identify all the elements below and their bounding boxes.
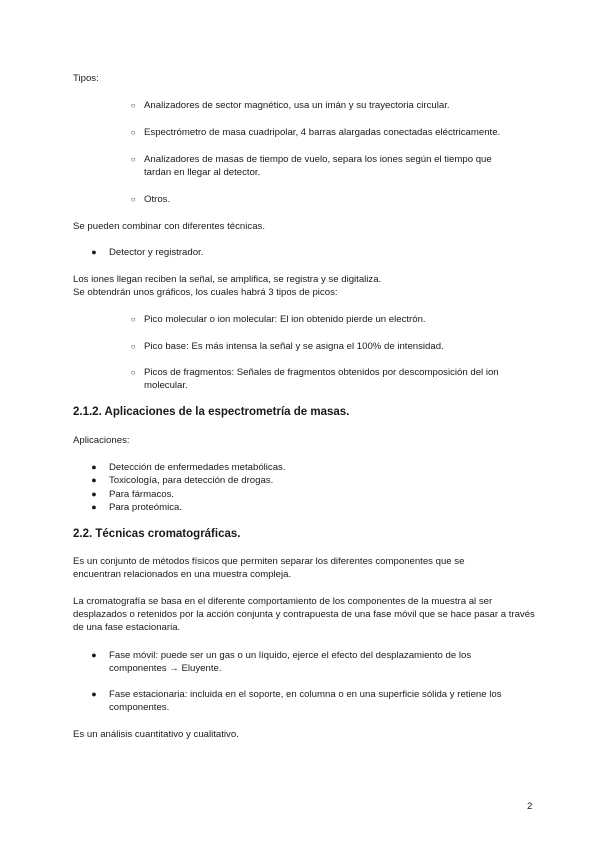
section-heading-2-2: 2.2. Técnicas cromatográficas. <box>73 528 241 540</box>
list-item <box>89 474 530 487</box>
solid-bullet-icon: ● <box>91 650 97 660</box>
hollow-bullet-icon: ○ <box>130 368 136 377</box>
hollow-bullet-icon: ○ <box>130 195 136 204</box>
tipos-label: Tipos: <box>73 73 99 84</box>
tipo-text: Otros. <box>144 194 171 205</box>
detector-text: Detector y registrador. <box>109 247 204 258</box>
list-item <box>89 488 530 501</box>
paragraph-conjunto: Es un conjunto de métodos físicos que permiten separar los diferentes componentes que se encuentran relacionados en una muestra compleja. <box>73 556 465 580</box>
paragraph-cromatografia: La cromatografía se basa en el diferente comportamiento de los componentes de la muestra al ser desplazados o retenidos por la acción conjunta y contrapuesta de una fase móvil que se hace pasar a través de una fase estacionaria. <box>73 596 535 633</box>
aplicacion-text: Detección de enfermedades metabólicas. <box>109 462 286 473</box>
solid-bullet-icon: ● <box>91 502 97 512</box>
fase-text: Fase estacionaria: incluida en el soporte, en columna o en una superficie sólida y retiene los componentes. <box>109 689 502 713</box>
list-item <box>128 366 520 392</box>
list-item <box>128 193 518 206</box>
hollow-bullet-icon: ○ <box>130 128 136 137</box>
aplicacion-text: Para proteómica. <box>109 502 183 513</box>
list-item <box>128 313 518 326</box>
hollow-bullet-icon: ○ <box>130 101 136 110</box>
tipo-text: Analizadores de masas de tiempo de vuelo, separa los iones según el tiempo que tardan en llegar al detector. <box>144 154 492 178</box>
solid-bullet-icon: ● <box>91 462 97 472</box>
pico-text: Pico base: Es más intensa la señal y se asigna el 100% de intensidad. <box>144 341 444 352</box>
pico-text: Picos de fragmentos: Señales de fragmentos obtenidos por descomposición del ion molecular. <box>144 367 499 391</box>
solid-bullet-icon: ● <box>91 689 97 699</box>
aplicacion-text: Para fármacos. <box>109 489 175 500</box>
pico-text: Pico molecular o ion molecular: El ion obtenido pierde un electrón. <box>144 314 426 325</box>
section-heading-2-1-2: 2.1.2. Aplicaciones de la espectrometría de masas. <box>73 406 350 418</box>
fase-text: Fase móvil: puede ser un gas o un líquido, ejerce el efecto del desplazamiento de los componentes → Eluyente. <box>109 650 472 674</box>
list-item <box>128 99 518 112</box>
solid-bullet-icon: ● <box>91 489 97 499</box>
list-item <box>128 126 518 139</box>
iones-line-1: Los iones llegan reciben la señal, se amplifica, se registra y se digitaliza. <box>73 274 382 285</box>
list-item <box>89 246 530 259</box>
solid-bullet-icon: ● <box>91 475 97 485</box>
combinar-text: Se pueden combinar con diferentes técnicas. <box>73 221 265 232</box>
list-item <box>128 340 518 353</box>
iones-line-2: Se obtendrán unos gráficos, los cuales habrá 3 tipos de picos: <box>73 287 338 298</box>
hollow-bullet-icon: ○ <box>130 342 136 351</box>
analisis-text: Es un análisis cuantitativo y cualitativo. <box>73 729 239 740</box>
aplicaciones-label: Aplicaciones: <box>73 435 130 446</box>
list-item <box>128 153 515 179</box>
tipo-text: Analizadores de sector magnético, usa un imán y su trayectoria circular. <box>144 100 450 111</box>
list-item <box>89 461 530 474</box>
hollow-bullet-icon: ○ <box>130 315 136 324</box>
list-item <box>89 649 505 675</box>
list-item <box>89 501 530 514</box>
list-item <box>89 688 525 714</box>
hollow-bullet-icon: ○ <box>130 155 136 164</box>
solid-bullet-icon: ● <box>91 247 97 257</box>
aplicacion-text: Toxicología, para detección de drogas. <box>109 475 274 486</box>
page-number: 2 <box>527 801 533 812</box>
tipo-text: Espectrómetro de masa cuadripolar, 4 barras alargadas conectadas eléctricamente. <box>144 127 501 138</box>
